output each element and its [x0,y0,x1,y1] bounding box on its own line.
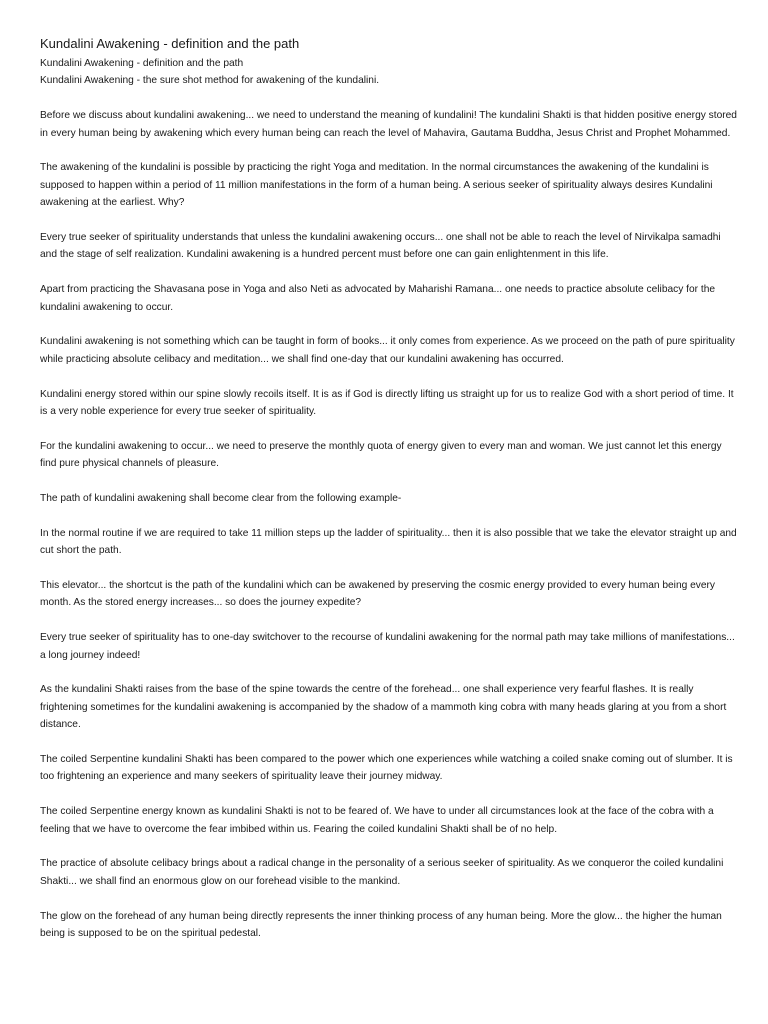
body-paragraph: Every true seeker of spirituality has to one-day switchover to the recourse of kundalini awakening for the normal path may take millions of manifestations... a long journey indeed! [40,632,735,661]
body-paragraph: Before we discuss about kundalini awakening... we need to understand the meaning of kundalini! The kundalini Shakti is that hidden positive energy stored in every human being by awakening which every human being can reach the level of Mahavira, Gautama Buddha, Jesus Christ and Prophet Mohammed. [40,110,737,139]
body-paragraph: Every true seeker of spirituality understands that unless the kundalini awakening occurs... one shall not be able to reach the level of Nirvikalpa samadhi and the stage of self realization. Kundalini awakening is a hundred percent must before one can gain enlightenment in this life. [40,232,721,261]
body-paragraph: The coiled Serpentine energy known as kundalini Shakti is not to be feared of. We have to under all circumstances look at the face of the cobra with a feeling that we have to overcome the fear imbibed within us. Fearing the coiled kundalini Shakti shall be of no help. [40,806,714,835]
body-paragraph: Kundalini energy stored within our spine slowly recoils itself. It is as if God is directly lifting us straight up for us to realize God with a short period of time. It is a very noble experience for every true seeker of spirituality. [40,388,734,418]
body-paragraph: The coiled Serpentine kundalini Shakti has been compared to the power which one experiences while watching a coiled snake coming out of slumber. It is too frightening an experience and many seekers of spirituality leave their journey midway. [40,754,733,783]
body-paragraph: The practice of absolute celibacy brings about a radical change in the personality of a serious seeker of spirituality. As we conqueror the coiled kundalini Shakti... we shall find an enormous glow on our forehead visible to the mankind. [40,858,724,887]
body-paragraph: The path of kundalini awakening shall become clear from the following example- [40,493,402,505]
document-subtitle: Kundalini Awakening - the sure shot method for awakening of the kundalini. [40,75,380,87]
document-subtitle: Kundalini Awakening - definition and the path [40,58,244,69]
body-paragraph: Apart from practicing the Shavasana pose in Yoga and also Neti as advocated by Maharishi Ramana... one needs to practice absolute celibacy for the kundalini awakening to occur. [40,284,716,313]
body-paragraph: As the kundalini Shakti raises from the base of the spine towards the centre of the forehead... one shall experience very fearful flashes. It is really frightening sometimes for the kundalini awakening is accompanied by the shadow of a mammoth king cobra with many heads glaring at you from a short distance. [40,684,727,731]
body-paragraph: This elevator... the shortcut is the path of the kundalini which can be awakened by preserving the cosmic energy provided to every human being every month. As the stored energy increases... so does the journey expedite? [40,580,716,609]
document-title: Kundalini Awakening - definition and the path [40,36,300,51]
body-paragraph: For the kundalini awakening to occur... we need to preserve the monthly quota of energy given to every man and woman. We just cannot let this energy find pure physical channels of pleasure. [40,440,722,470]
body-paragraph: In the normal routine if we are required to take 11 million steps up the ladder of spirituality... then it is also possible that we take the elevator straight up and cut short the path. [40,527,737,557]
body-paragraph: The glow on the forehead of any human being directly represents the inner thinking process of any human being. More the glow... the higher the human being is supposed to be on the spiritual pedestal. [40,910,722,940]
document-page [40,35,740,942]
body-paragraph: Kundalini awakening is not something which can be taught in form of books... it only comes from experience. As we proceed on the path of pure spirituality while practicing absolute celibacy and meditation... we shall find one-day that our kundalini awakening has occurred. [40,336,735,365]
body-paragraph: The awakening of the kundalini is possible by practicing the right Yoga and meditation. In the normal circumstances the awakening of the kundalini is supposed to happen within a period of 11 million manifestations in the form of a human being. A serious seeker of spirituality always desires Kundalini awakening at the earliest. Why? [40,162,713,209]
